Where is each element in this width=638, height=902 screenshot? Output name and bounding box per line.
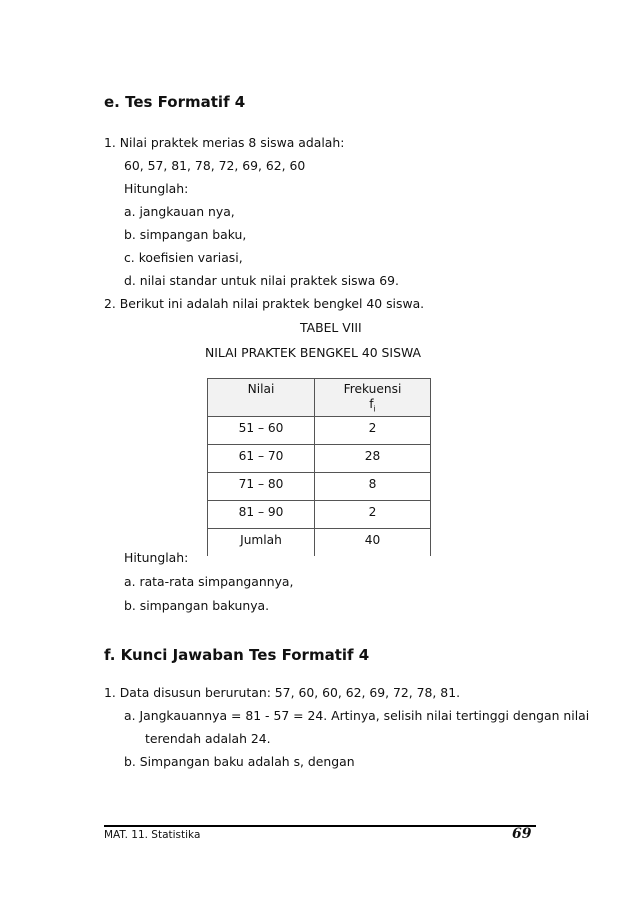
- question-2-item-b: b. simpangan bakunya.: [124, 598, 270, 613]
- footer-rule: [104, 825, 536, 827]
- cell-nilai: 71 – 80: [208, 473, 315, 501]
- question-1-item-b: b. simpangan baku,: [124, 227, 247, 242]
- cell-frekuensi: 2: [315, 501, 431, 529]
- question-1-instruction: Hitunglah:: [124, 181, 189, 196]
- cell-jumlah-label: Jumlah: [208, 529, 315, 557]
- section-f-heading: f. Kunci Jawaban Tes Formatif 4: [104, 646, 370, 664]
- question-1-values: 60, 57, 81, 78, 72, 69, 62, 60: [124, 158, 306, 173]
- header-frekuensi-subscript: i: [373, 404, 376, 414]
- footer-module-label: MAT. 11. Statistika: [104, 829, 201, 841]
- answer-1a-line: a. Jangkauannya = 81 - 57 = 24. Artinya, selisih nilai tertinggi dengan nilai: [124, 708, 590, 723]
- table-row: [208, 417, 431, 445]
- question-2-item-a: a. rata-rata simpangannya,: [124, 574, 294, 589]
- cell-nilai: 81 – 90: [208, 501, 315, 529]
- table-total-row: [208, 529, 431, 557]
- question-2-intro: 2. Berikut ini adalah nilai praktek bengkel 40 siswa.: [104, 296, 425, 311]
- section-e-heading: e. Tes Formatif 4: [104, 93, 246, 111]
- question-2-instruction: Hitunglah:: [124, 550, 189, 565]
- cell-jumlah-value: 40: [315, 529, 431, 557]
- answer-1b-line: b. Simpangan baku adalah s, dengan: [124, 754, 355, 769]
- table-header-row: [208, 379, 431, 417]
- cell-frekuensi: 8: [315, 473, 431, 501]
- question-1-item-d: d. nilai standar untuk nilai praktek siswa 69.: [124, 273, 399, 288]
- table-row: [208, 445, 431, 473]
- cell-nilai: 61 – 70: [208, 445, 315, 473]
- header-frekuensi-label: Frekuensi: [343, 382, 402, 396]
- table-row: [208, 501, 431, 529]
- header-nilai: Nilai: [208, 379, 315, 417]
- question-1-intro: 1. Nilai praktek merias 8 siswa adalah:: [104, 135, 345, 150]
- cell-nilai: 51 – 60: [208, 417, 315, 445]
- table-row: [208, 473, 431, 501]
- cell-frekuensi: 28: [315, 445, 431, 473]
- table-subtitle: NILAI PRAKTEK BENGKEL 40 SISWA: [205, 345, 421, 360]
- question-1-item-a: a. jangkauan nya,: [124, 204, 235, 219]
- answer-1a-continuation: terendah adalah 24.: [145, 731, 271, 746]
- cell-frekuensi: 2: [315, 417, 431, 445]
- header-frekuensi-symbol: f: [369, 397, 374, 411]
- table-title: TABEL VIII: [300, 320, 362, 335]
- page-number: 69: [512, 826, 532, 842]
- header-frekuensi: [315, 379, 431, 417]
- frequency-table: [207, 378, 431, 556]
- question-1-item-c: c. koefisien variasi,: [124, 250, 243, 265]
- answer-1-line: 1. Data disusun berurutan: 57, 60, 60, 62, 69, 72, 78, 81.: [104, 685, 461, 700]
